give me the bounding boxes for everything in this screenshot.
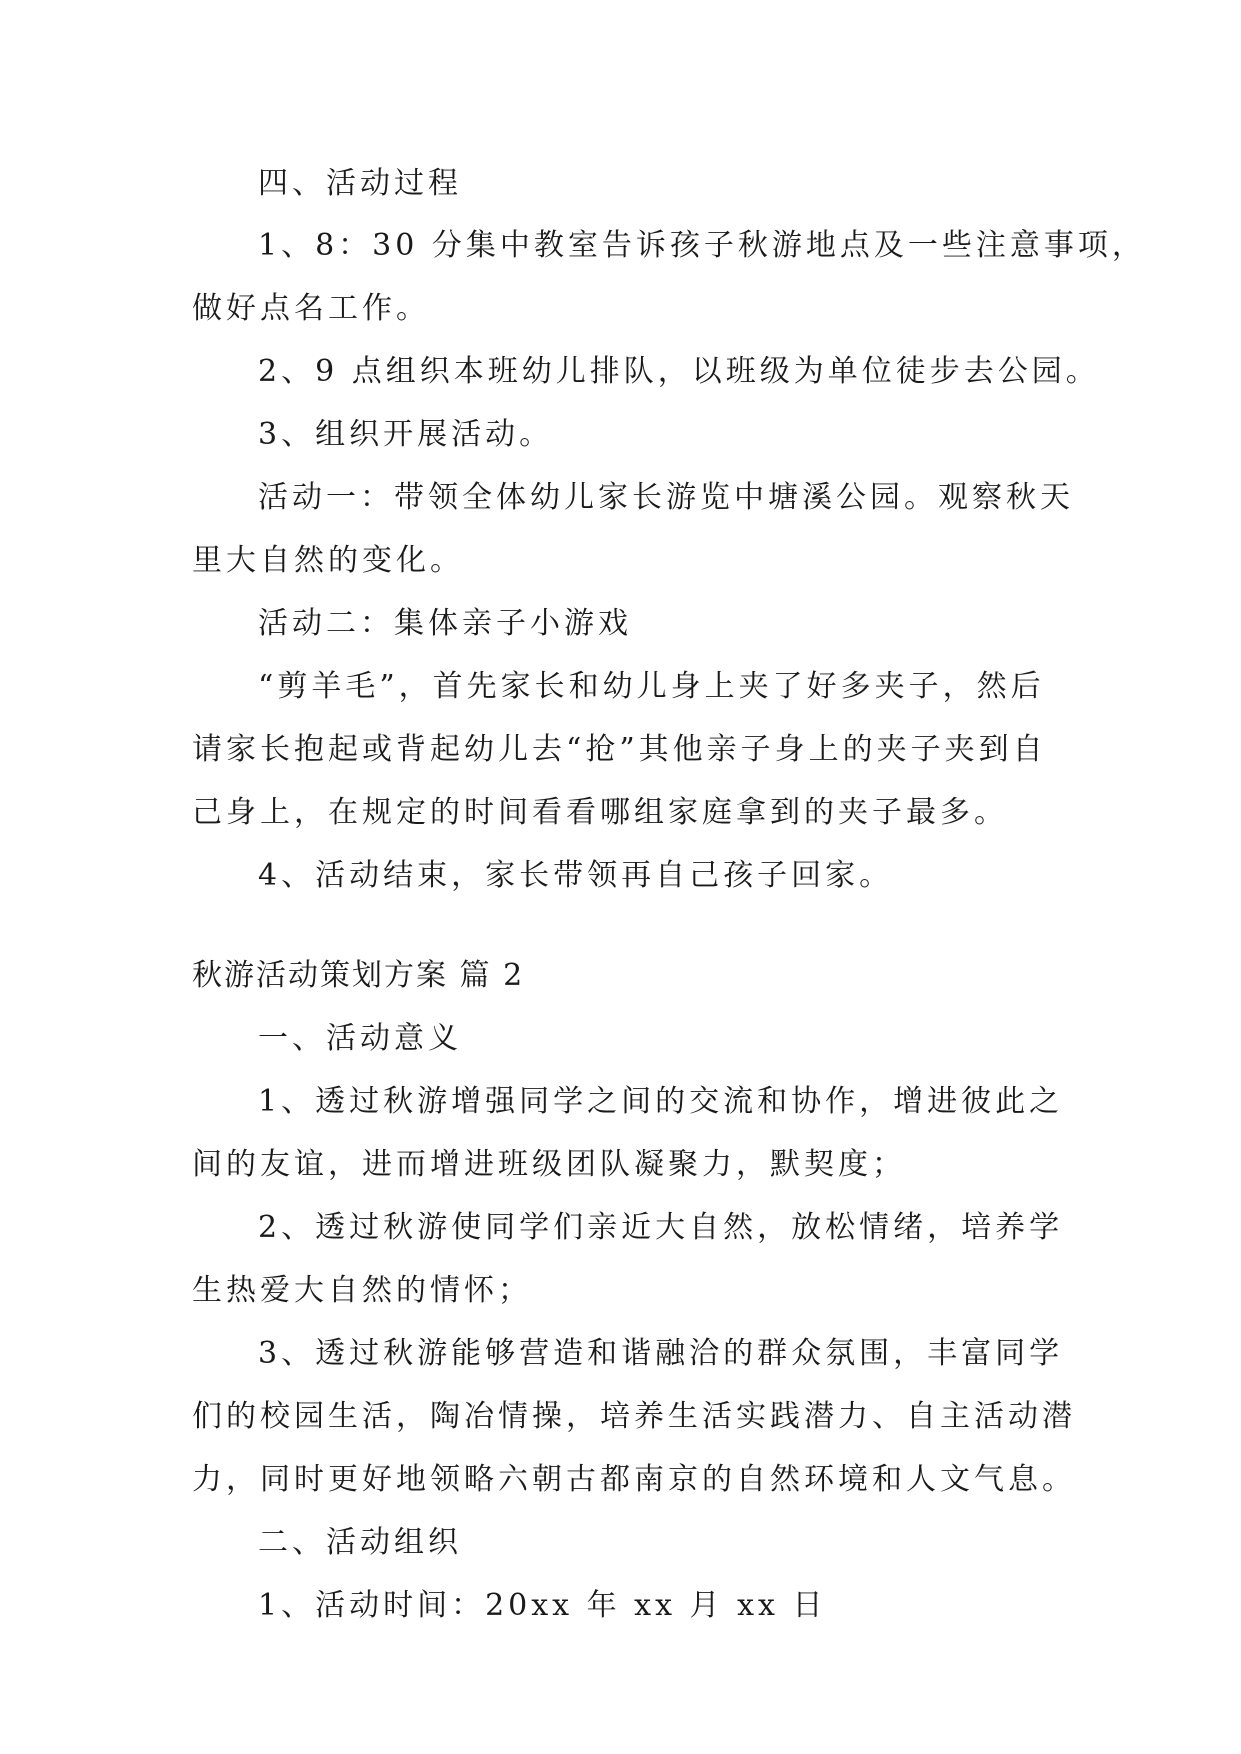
section-heading-activity-process: 四、活动过程 xyxy=(258,166,462,201)
paragraph-line: 3、组织开展活动。 xyxy=(258,417,554,452)
paragraph-line: 做好点名工作。 xyxy=(192,291,430,326)
paragraph-line: 请家长抱起或背起幼儿去“抢”其他亲子身上的夹子夹到自 xyxy=(192,732,1047,767)
paragraph-line: 间的友谊，进而增进班级团队凝聚力，默契度； xyxy=(192,1147,906,1182)
paragraph-line: 1、8：30 分集中教室告诉孩子秋游地点及一些注意事项， xyxy=(258,228,1146,263)
paragraph-line: 活动二：集体亲子小游戏 xyxy=(258,606,632,641)
paragraph-line: 活动一：带领全体幼儿家长游览中塘溪公园。观察秋天 xyxy=(258,480,1074,515)
paragraph-line: 3、透过秋游能够营造和谐融洽的群众氛围，丰富同学 xyxy=(258,1336,1064,1371)
paragraph-line: 1、活动时间：20xx 年 xx 月 xx 日 xyxy=(258,1588,827,1623)
paragraph-line: 己身上，在规定的时间看看哪组家庭拿到的夹子最多。 xyxy=(192,795,1008,830)
section-heading-activity-significance: 一、活动意义 xyxy=(258,1021,462,1056)
paragraph-line: 们的校园生活，陶冶情操，培养生活实践潜力、自主活动潜 xyxy=(192,1399,1076,1434)
section-heading-activity-organization: 二、活动组织 xyxy=(258,1525,462,1560)
section-title-plan-2: 秋游活动策划方案 篇 2 xyxy=(192,958,525,993)
paragraph-line: 1、透过秋游增强同学之间的交流和协作，增进彼此之 xyxy=(258,1084,1064,1119)
paragraph-line: “剪羊毛”，首先家长和幼儿身上夹了好多夹子，然后 xyxy=(258,669,1045,704)
paragraph-line: 2、9 点组织本班幼儿排队，以班级为单位徒步去公园。 xyxy=(258,354,1100,389)
paragraph-line: 力，同时更好地领略六朝古都南京的自然环境和人文气息。 xyxy=(192,1462,1076,1497)
paragraph-line: 里大自然的变化。 xyxy=(192,543,464,578)
paragraph-line: 2、透过秋游使同学们亲近大自然，放松情绪，培养学 xyxy=(258,1210,1064,1245)
paragraph-line: 生热爱大自然的情怀； xyxy=(192,1273,532,1308)
paragraph-line: 4、活动结束，家长带领再自己孩子回家。 xyxy=(258,858,894,893)
